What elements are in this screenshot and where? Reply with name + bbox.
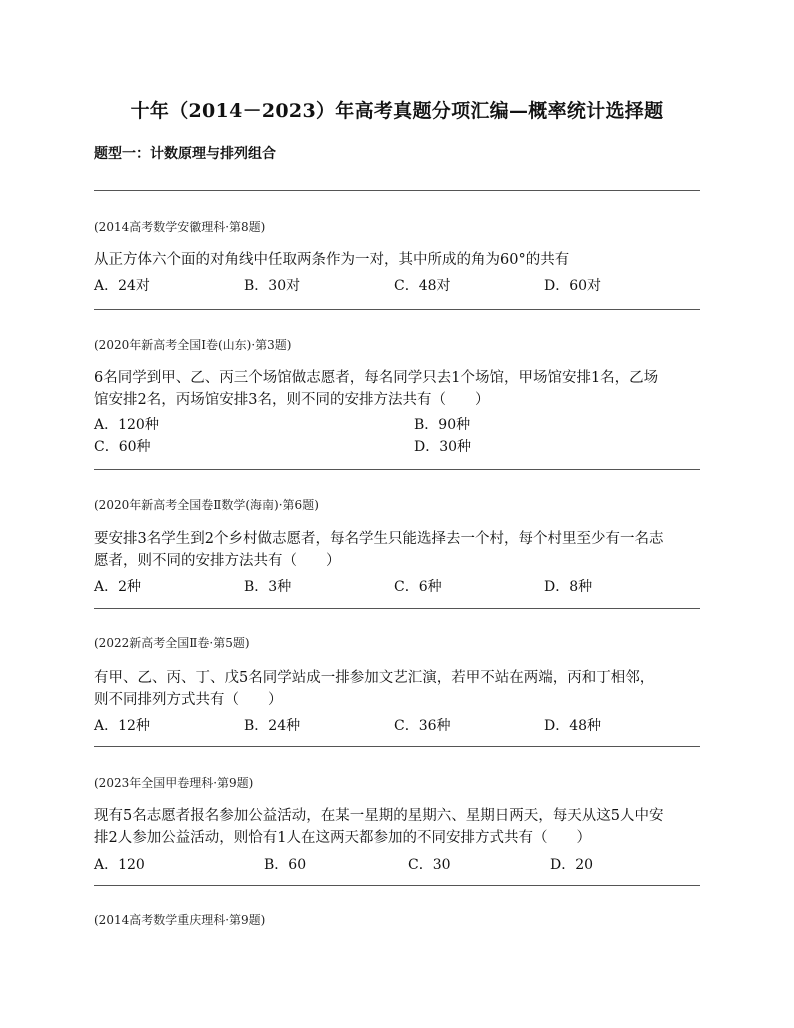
- divider: [94, 309, 700, 310]
- question-line: 有甲、乙、丙、丁、戊5名同学站成一排参加文艺汇演，若甲不站在两端，丙和丁相邻，: [94, 670, 655, 686]
- question-source: (2014高考数学重庆理科·第9题): [94, 913, 266, 927]
- divider: [94, 190, 700, 191]
- question-text: [94, 667, 704, 711]
- question-text: [94, 249, 704, 271]
- divider: [94, 469, 700, 470]
- question-source: (2022新高考全国Ⅱ卷·第5题): [94, 636, 250, 650]
- section-heading: 题型一：计数原理与排列组合: [94, 146, 276, 162]
- question-line: 愿者，则不同的安排方法共有（ ）: [94, 553, 341, 569]
- option-c: C．30: [408, 857, 451, 873]
- option-a: A．120: [94, 857, 145, 873]
- divider: [94, 746, 700, 747]
- option-a: A．24对: [94, 278, 150, 294]
- option-a: A．2种: [94, 579, 142, 595]
- option-a: A．12种: [94, 718, 150, 734]
- divider: [94, 885, 700, 886]
- option-c: C．48对: [394, 278, 451, 294]
- option-c: C．36种: [394, 718, 451, 734]
- option-d: D．8种: [544, 579, 593, 595]
- option-a: A．120种: [94, 417, 159, 433]
- question-line: 则不同排列方式共有（ ）: [94, 692, 283, 708]
- question-source: (2020年新高考全国卷Ⅱ数学(海南)·第6题): [94, 498, 319, 512]
- option-b: B．60: [264, 857, 307, 873]
- option-d: D．20: [550, 857, 594, 873]
- option-d: D．48种: [544, 718, 602, 734]
- question-line: 现有5名志愿者报名参加公益活动，在某一星期的星期六、星期日两天，每天从这5人中安: [94, 808, 664, 824]
- option-c: C．6种: [394, 579, 442, 595]
- question-line: 馆安排2名，丙场馆安排3名，则不同的安排方法共有（ ）: [94, 392, 490, 408]
- document-title: 十年（2014－2023）年高考真题分项汇编—概率统计选择题: [130, 100, 664, 122]
- question-text: [94, 805, 704, 849]
- option-b: B．24种: [244, 718, 301, 734]
- question-line: 要安排3名学生到2个乡村做志愿者，每名学生只能选择去一个村，每个村里至少有一名志: [94, 531, 664, 547]
- option-c: C．60种: [94, 439, 151, 455]
- question-source: (2023年全国甲卷理科·第9题): [94, 776, 254, 790]
- question-line: 从正方体六个面的对角线中任取两条作为一对，其中所成的角为60°的共有: [94, 252, 570, 268]
- option-d: D．60对: [544, 278, 602, 294]
- question-source: (2014高考数学安徽理科·第8题): [94, 220, 266, 234]
- option-b: B．90种: [414, 417, 471, 433]
- question-text: [94, 367, 704, 411]
- question-source: (2020年新高考全国Ⅰ卷(山东)·第3题): [94, 338, 292, 352]
- option-b: B．3种: [244, 579, 292, 595]
- option-b: B．30对: [244, 278, 301, 294]
- option-d: D．30种: [414, 439, 472, 455]
- question-line: 6名同学到甲、乙、丙三个场馆做志愿者，每名同学只去1个场馆，甲场馆安排1名，乙场: [94, 370, 659, 386]
- question-text: [94, 528, 704, 572]
- divider: [94, 608, 700, 609]
- question-line: 排2人参加公益活动，则恰有1人在这两天都参加的不同安排方式共有（ ）: [94, 830, 591, 846]
